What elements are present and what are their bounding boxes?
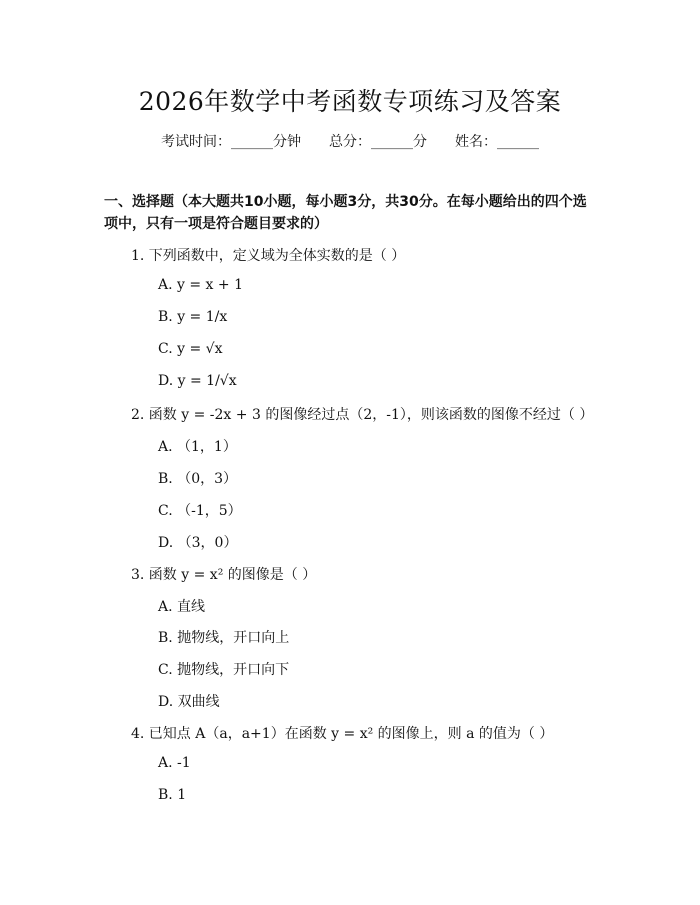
question-1-option-a: A. y = x + 1: [158, 277, 243, 293]
question-1-option-b: B. y = 1/x: [158, 309, 228, 325]
question-1-option-c: C. y = √x: [158, 341, 223, 357]
question-3-option-b: B. 抛物线，开口向上: [158, 630, 290, 646]
question-2: 2. 函数 y = -2x + 3 的图像经过点（2，-1），则该函数的图像不经过（ ）: [131, 407, 594, 423]
question-3: 3. 函数 y = x² 的图像是（ ）: [131, 567, 317, 583]
exam-meta: [0, 131, 700, 151]
student-name-field: 姓名：______: [455, 134, 539, 150]
exam-time-field: 考试时间：______分钟: [161, 134, 301, 150]
question-4-option-a: A. -1: [158, 755, 191, 771]
question-4-option-b: B. 1: [158, 787, 187, 803]
question-1-option-d: D. y = 1/√x: [158, 373, 237, 389]
question-4: 4. 已知点 A（a，a+1）在函数 y = x² 的图像上，则 a 的值为（ ）: [131, 726, 554, 742]
total-score-field: 总分：______分: [329, 134, 427, 150]
question-1: 1. 下列函数中，定义域为全体实数的是（ ）: [131, 248, 406, 264]
question-2-option-c: C. （-1，5）: [158, 503, 242, 519]
question-3-option-d: D. 双曲线: [158, 694, 220, 710]
page-title: 2026年数学中考函数专项练习及答案: [138, 87, 562, 116]
question-2-option-d: D. （3，0）: [158, 535, 238, 551]
question-2-option-a: A. （1，1）: [158, 439, 237, 455]
section-heading: [104, 191, 604, 235]
question-3-option-a: A. 直线: [158, 599, 206, 615]
question-3-option-c: C. 抛物线，开口向下: [158, 662, 290, 678]
section-heading-line-1: 一、选择题（本大题共10小题，每小题3分，共30分。在每小题给出的四个选: [104, 194, 587, 210]
section-heading-line-2: 项中，只有一项是符合题目要求的）: [104, 216, 328, 232]
question-2-option-b: B. （0，3）: [158, 471, 238, 487]
